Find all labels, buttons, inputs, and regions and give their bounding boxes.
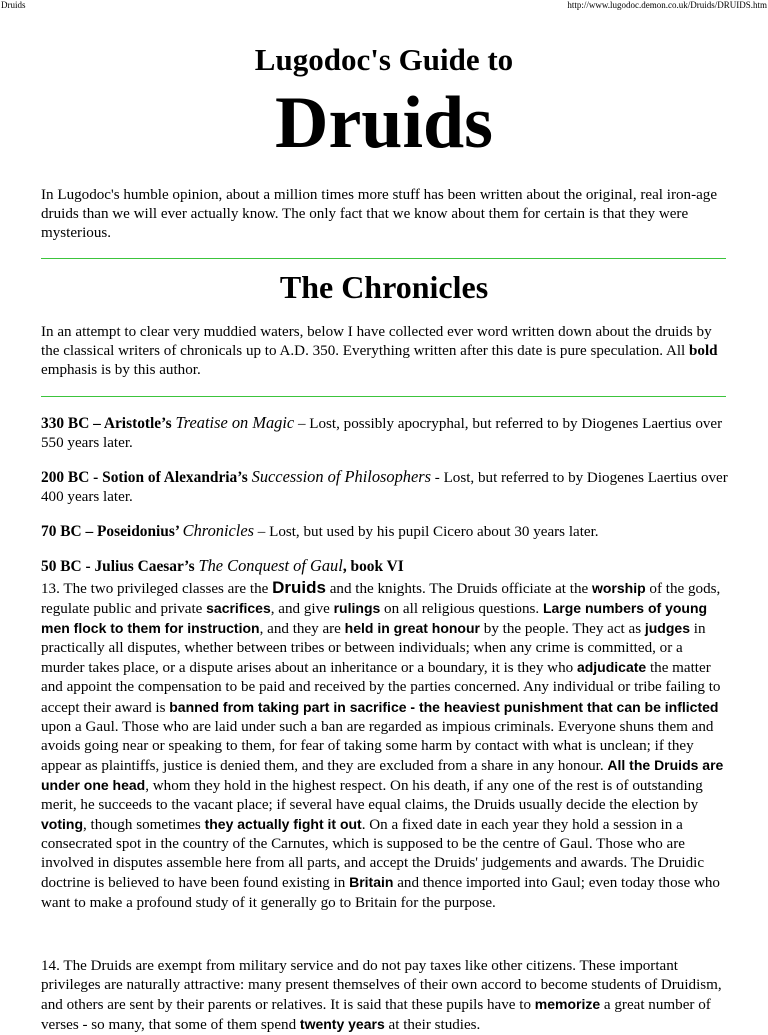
chronicle-entry — [41, 467, 729, 507]
entry-note: , book VI — [342, 558, 404, 575]
entry-work-title: Chronicles — [182, 521, 254, 540]
bold-emphasis: Druids — [272, 578, 326, 597]
divider-rule — [41, 396, 726, 397]
chronicle-entry — [41, 556, 729, 577]
page-title-header: Druids — [1, 0, 26, 10]
divider-rule — [41, 258, 726, 259]
entry-header: 200 BC - Sotion of Alexandria’s — [41, 469, 252, 486]
chronicles-intro-text-b: emphasis is by this author. — [41, 362, 201, 379]
bold-emphasis: All the Druids are under one head — [41, 756, 724, 793]
paragraph-text: , and give — [270, 601, 334, 618]
chronicles-intro-text-a: In an attempt to clear very muddied waters, below I have collected ever word written down about the druids by the classical writers of chronicals up to A.D. 350. Everything written after this date is pure speculation. All — [41, 324, 712, 360]
paragraph-text: . On a fixed date in each year they hold a session in a consecrated spot in the country of the Carnutes, which is supposed to be the centre of Gaul. Those who are involved in disputes assemble here from all parts, and accept the Druids' judgements and awards. The Druidic doctrine is believed to have been found existing in — [41, 817, 705, 892]
bold-emphasis: Large numbers of young men flock to them for instruction — [41, 600, 708, 637]
bold-emphasis: adjudicate — [576, 659, 647, 676]
entry-work-title: Succession of Philosophers — [251, 467, 432, 486]
entry-header: 70 BC – Poseidonius’ — [41, 523, 183, 540]
page-title: Druids — [275, 82, 493, 164]
entry-note: - Lost, but referred to by Diogenes Laertius over 400 years later. — [41, 470, 728, 506]
entry-note: – Lost, possibly apocryphal, but referred to by Diogenes Laertius over 550 years later. — [41, 416, 723, 452]
bold-emphasis: held in great honour — [344, 620, 480, 637]
entry-work-title: The Conquest of Gaul — [198, 556, 343, 575]
page-subtitle: Lugodoc's Guide to — [254, 42, 514, 77]
paragraph-text: , whom they hold in the highest respect. On his death, if any one of the rest is of outstanding merit, he succeeds to the vacant place; if several have equal claims, the Druids usually decide the election by — [41, 777, 703, 814]
page-url-header: http://www.lugodoc.demon.co.uk/Druids/DRUIDS.htm — [567, 0, 767, 10]
caesar-paragraph-13 — [41, 578, 729, 913]
bold-emphasis: voting — [41, 816, 83, 833]
bold-emphasis: judges — [644, 620, 690, 637]
paragraph-text: the matter and appoint the compensation to be paid and received by the parties concerned. Any individual or tribe failing to accept their award is — [41, 660, 721, 716]
paragraph-text: and the knights. The Druids officiate at the — [325, 581, 592, 597]
entry-work-title: Treatise on Magic — [175, 413, 295, 432]
caesar-paragraph-14 — [41, 957, 729, 1035]
bold-emphasis: memorize — [534, 996, 601, 1013]
paragraph-text: a great number of verses - so many, that some of them spend — [41, 997, 711, 1034]
paragraph-text: by the people. They act as — [480, 621, 645, 638]
paragraph-text: , and they are — [259, 621, 345, 638]
bold-emphasis: banned from taking part in sacrifice - the heaviest punishment that can be inflicted — [169, 698, 719, 715]
entry-header: 50 BC - Julius Caesar’s — [41, 558, 199, 575]
print-header — [0, 0, 768, 12]
entry-note: – Lost, but used by his pupil Cicero about 30 years later. — [254, 524, 599, 540]
entry-header: 330 BC – Aristotle’s — [41, 415, 176, 432]
paragraph-text: , though sometimes — [83, 817, 205, 834]
chronicles-intro-paragraph — [41, 323, 729, 380]
bold-emphasis: Britain — [349, 874, 394, 891]
paragraph-text: at their studies. — [384, 1017, 481, 1034]
paragraph-text: of the gods, regulate public and private — [41, 581, 721, 618]
chronicles-intro-bold: bold — [689, 343, 718, 360]
bold-emphasis: worship — [591, 580, 646, 596]
paragraph-text: on all religious questions. — [380, 601, 543, 618]
section-heading-chronicles: The Chronicles — [279, 269, 489, 305]
paragraph-text: upon a Gaul. Those who are laid under such a ban are regarded as impious criminals. Everyone shuns them and avoids going near or speaking to them, for fear of taking some harm by contact with what is unclean; if they appear as plaintiffs, justice is denied them, and they are excluded from a share in any honour. — [41, 718, 714, 774]
chronicle-entry — [41, 521, 729, 542]
chronicle-entry — [41, 413, 729, 453]
paragraph-text: and thence imported into Gaul; even today those who want to make a profound study of it generally go to Britain for the purpose. — [41, 875, 720, 911]
bold-emphasis: rulings — [333, 600, 381, 617]
bold-emphasis: they actually fight it out — [204, 816, 362, 833]
intro-paragraph: In Lugodoc's humble opinion, about a million times more stuff has been written about the original, real iron-age druids than we will ever actually know. The only fact that we know about them for certain is that they were mysterious. — [41, 187, 718, 242]
paragraph-text: 14. The Druids are exempt from military service and do not pay taxes like other citizens. These important privileges are naturally attractive: many present themselves of their own accord to become students of Druidism, and others are sent by their parents or relatives. It is said that these pupils have to — [41, 958, 722, 1014]
paragraph-text: 13. The two privileged classes are the — [41, 581, 273, 597]
bold-emphasis: sacrifices — [206, 600, 271, 617]
bold-emphasis: twenty years — [299, 1016, 385, 1033]
paragraph-text: in practically all disputes, whether between tribes or between individuals; when any crime is committed, or a murder takes place, or a dispute arises about an inheritance or a boundary, it is they who — [41, 621, 706, 677]
